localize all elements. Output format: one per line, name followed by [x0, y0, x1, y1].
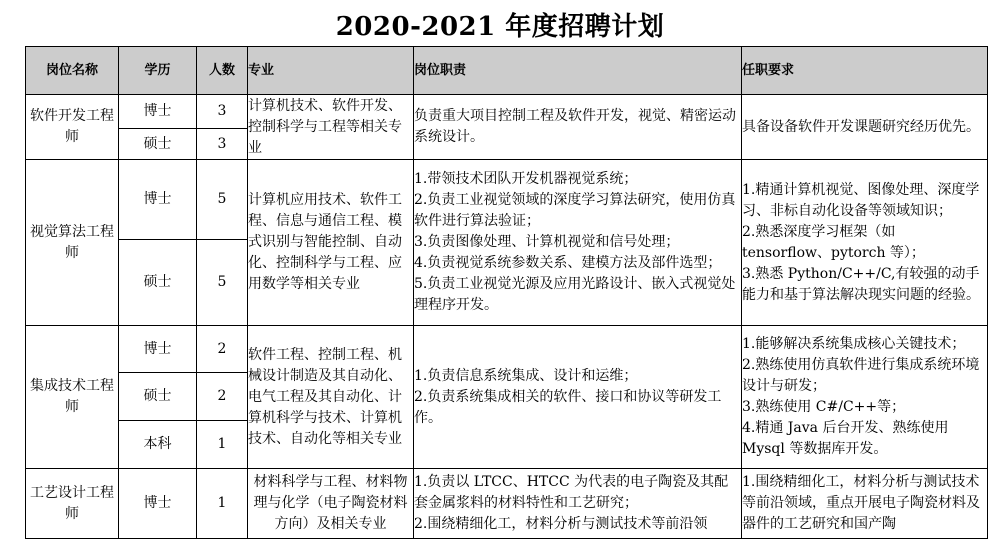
duties-cell [414, 469, 742, 539]
degree-cell: 硕士 [119, 240, 197, 326]
requirements-cell [742, 469, 988, 539]
table-row [26, 95, 988, 129]
table-row [26, 326, 988, 373]
duty-item: 1.负责以 LTCC、HTCC 为代表的电子陶瓷及其配套金属浆料的材料特性和工艺研究； [414, 474, 729, 511]
table-row [26, 160, 988, 240]
major-cell: 软件工程、控制工程、机械设计制造及其自动化、电气工程及其自动化、计算机科学与技术、计算机技术、自动化等相关专业 [248, 326, 414, 469]
header-duties: 岗位职责 [414, 47, 742, 95]
position-cell: 工艺设计工程师 [26, 469, 119, 539]
position-cell: 集成技术工程师 [26, 326, 119, 469]
degree-cell: 硕士 [119, 373, 197, 421]
duty-item: 3.负责图像处理、计算机视觉和信号处理； [414, 234, 680, 250]
requirement-item: 3.熟练使用 C#/C++等； [742, 399, 906, 415]
duty-item: 5.负责工业视觉光源及应用光路设计、嵌入式视觉处理程序开发。 [414, 276, 736, 313]
duty-item: 负责重大项目控制工程及软件开发，视觉、精密运动系统设计。 [414, 108, 736, 145]
requirement-item: 1.围绕精细化工，材料分析与测试技术等前沿领域，重点开展电子陶瓷材料及器件的工艺研究和国产陶 [742, 474, 980, 532]
degree-cell: 博士 [119, 326, 197, 373]
duties-cell [414, 326, 742, 469]
degree-cell: 博士 [119, 469, 197, 539]
duty-item: 1.带领技术团队开发机器视觉系统； [414, 171, 638, 187]
duty-item: 2.围绕精细化工，材料分析与测试技术等前沿领 [414, 516, 708, 532]
page-title: 2020-2021 年度招聘计划 [335, 12, 665, 42]
header-requirements: 任职要求 [742, 47, 988, 95]
requirements-cell [742, 326, 988, 469]
requirement-item: 1.能够解决系统集成核心关键技术； [742, 336, 966, 352]
requirement-item: 具备设备软件开发课题研究经历优先。 [742, 118, 980, 135]
major-cell: 计算机应用技术、软件工程、信息与通信工程、模式识别与智能控制、自动化、控制科学与工程、应用数学等相关专业 [248, 160, 414, 326]
count-cell: 2 [197, 326, 248, 373]
requirements-cell [742, 95, 988, 160]
table-row [26, 469, 988, 539]
position-cell: 软件开发工程师 [26, 95, 119, 160]
degree-cell: 博士 [119, 95, 197, 129]
header-row [26, 47, 988, 95]
count-cell: 3 [197, 95, 248, 129]
requirement-item: 2.熟悉深度学习框架（如 tensorflow、pytorch 等）； [742, 223, 925, 261]
major-cell: 材料科学与工程、材料物理与化学（电子陶瓷材料方向）及相关专业 [248, 469, 414, 539]
requirements-cell [742, 160, 988, 326]
requirement-item: 3.熟悉 Python/C++/C,有较强的动手能力和基于算法解决现实问题的经验。 [742, 265, 980, 303]
header-degree: 学历 [119, 47, 197, 95]
duty-item: 2.负责系统集成相关的软件、接口和协议等研发工作。 [414, 388, 722, 426]
count-cell: 2 [197, 373, 248, 421]
duty-item: 1.负责信息系统集成、设计和运维； [414, 367, 638, 384]
degree-cell: 博士 [119, 160, 197, 240]
position-cell: 视觉算法工程师 [26, 160, 119, 326]
duty-item: 2.负责工业视觉领域的深度学习算法研究，使用仿真软件进行算法验证； [414, 192, 736, 229]
count-cell: 1 [197, 421, 248, 469]
requirement-item: 1.精通计算机视觉、图像处理、深度学习、非标自动化设备等领域知识； [742, 181, 980, 219]
count-cell: 5 [197, 240, 248, 326]
duties-cell [414, 160, 742, 326]
count-cell: 5 [197, 160, 248, 240]
requirement-item: 2.熟练使用仿真软件进行集成系统环境设计与研发； [742, 357, 980, 394]
count-cell: 1 [197, 469, 248, 539]
count-cell: 3 [197, 129, 248, 160]
requirement-item: 4.精通 Java 后台开发、熟练使用 Mysql 等数据库开发。 [742, 420, 949, 457]
degree-cell: 硕士 [119, 129, 197, 160]
recruitment-table [25, 46, 988, 539]
header-count: 人数 [197, 47, 248, 95]
duties-cell [414, 95, 742, 160]
degree-cell: 本科 [119, 421, 197, 469]
header-position: 岗位名称 [26, 47, 119, 95]
header-major: 专业 [248, 47, 414, 95]
duty-item: 4.负责视觉系统参数关系、建模方法及部件选型； [414, 255, 722, 271]
major-cell: 计算机技术、软件开发、控制科学与工程等相关专业 [248, 95, 414, 160]
